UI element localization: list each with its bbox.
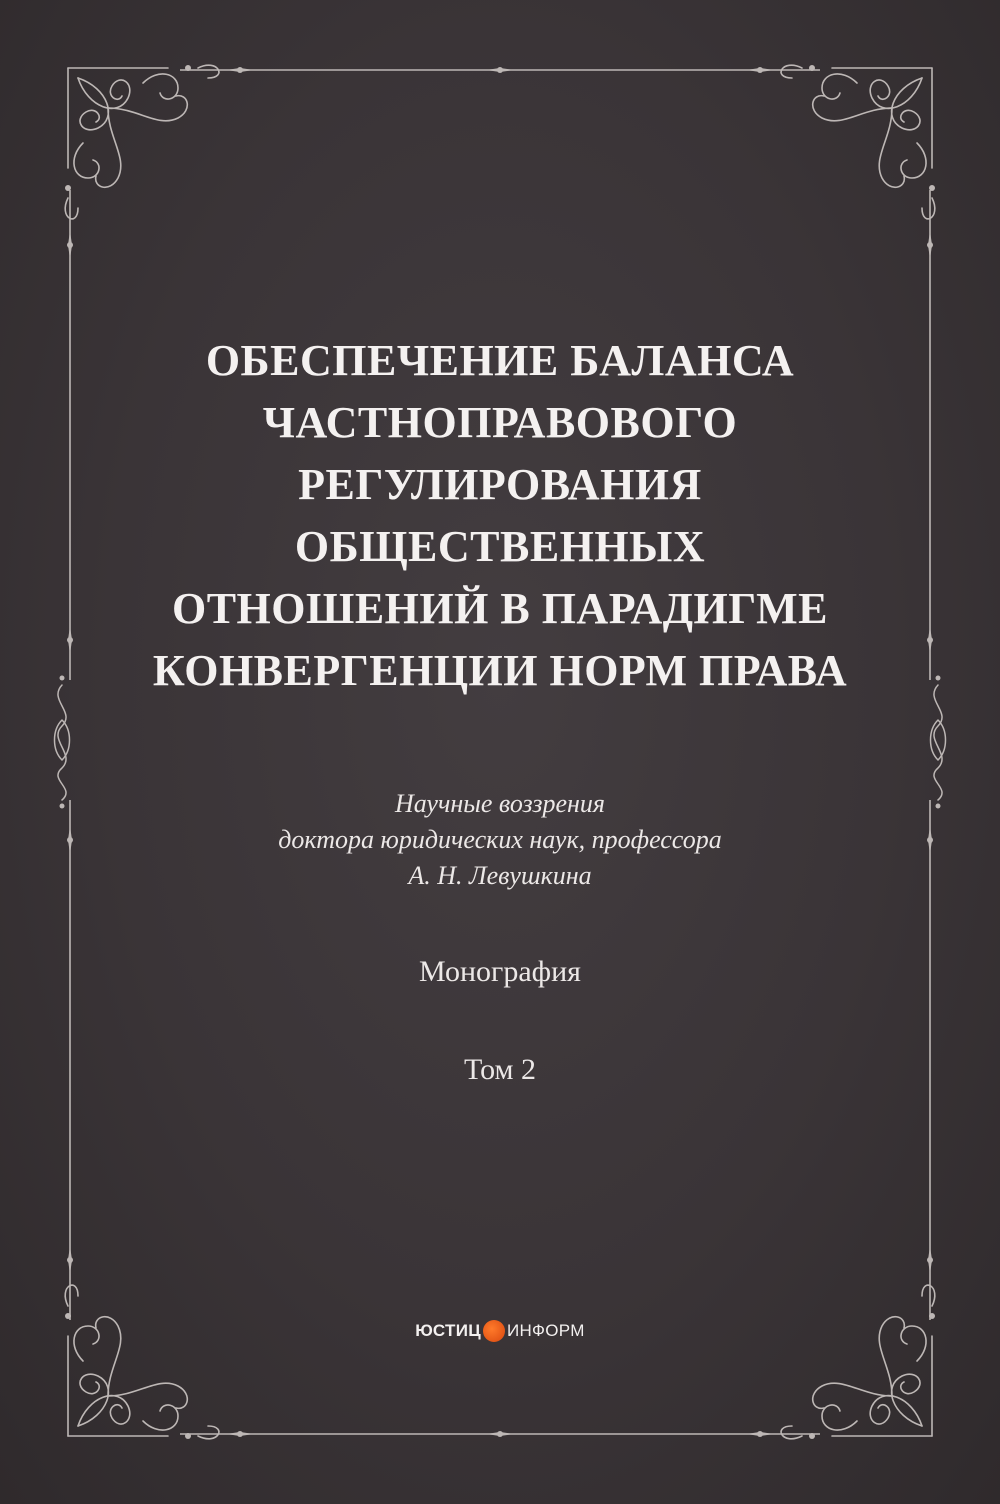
title-line: ЧАСТНОПРАВОВОГО [262,398,738,447]
frame-markers [67,67,933,1437]
corner-flourish-bottom-left [65,1285,219,1439]
title-line: РЕГУЛИРОВАНИЯ [298,460,702,509]
title-line: ОБЕСПЕЧЕНИЕ БАЛАНСА [205,336,795,385]
side-flourish-right [931,676,946,809]
publisher-dot-icon [483,1320,505,1342]
volume-number: Том 2 [464,1053,536,1086]
publisher-logo [400,1316,600,1346]
side-flourish-left [55,676,70,809]
subtitle-line: доктора юридических наук, профессора [278,825,722,854]
subtitle-line: А. Н. Левушкина [408,861,592,890]
corner-flourish-top-left [65,65,219,219]
publisher-name-part2: ИНФОРМ [506,1321,585,1340]
corner-flourish-bottom-right [781,1285,935,1439]
book-subtitle [150,786,850,894]
publisher-name-part1: ЮСТИЦ [415,1321,481,1340]
title-line: ОБЩЕСТВЕННЫХ [294,522,706,571]
subtitle-line: Научные воззрения [395,789,605,818]
title-line: ОТНОШЕНИЙ В ПАРАДИГМЕ [171,584,829,633]
title-line: КОНВЕРГЕНЦИИ НОРМ ПРАВА [152,646,848,695]
corner-flourish-top-right [781,65,935,219]
book-genre: Монография [419,955,581,988]
book-title [100,330,900,702]
frame-lines [70,70,930,1434]
